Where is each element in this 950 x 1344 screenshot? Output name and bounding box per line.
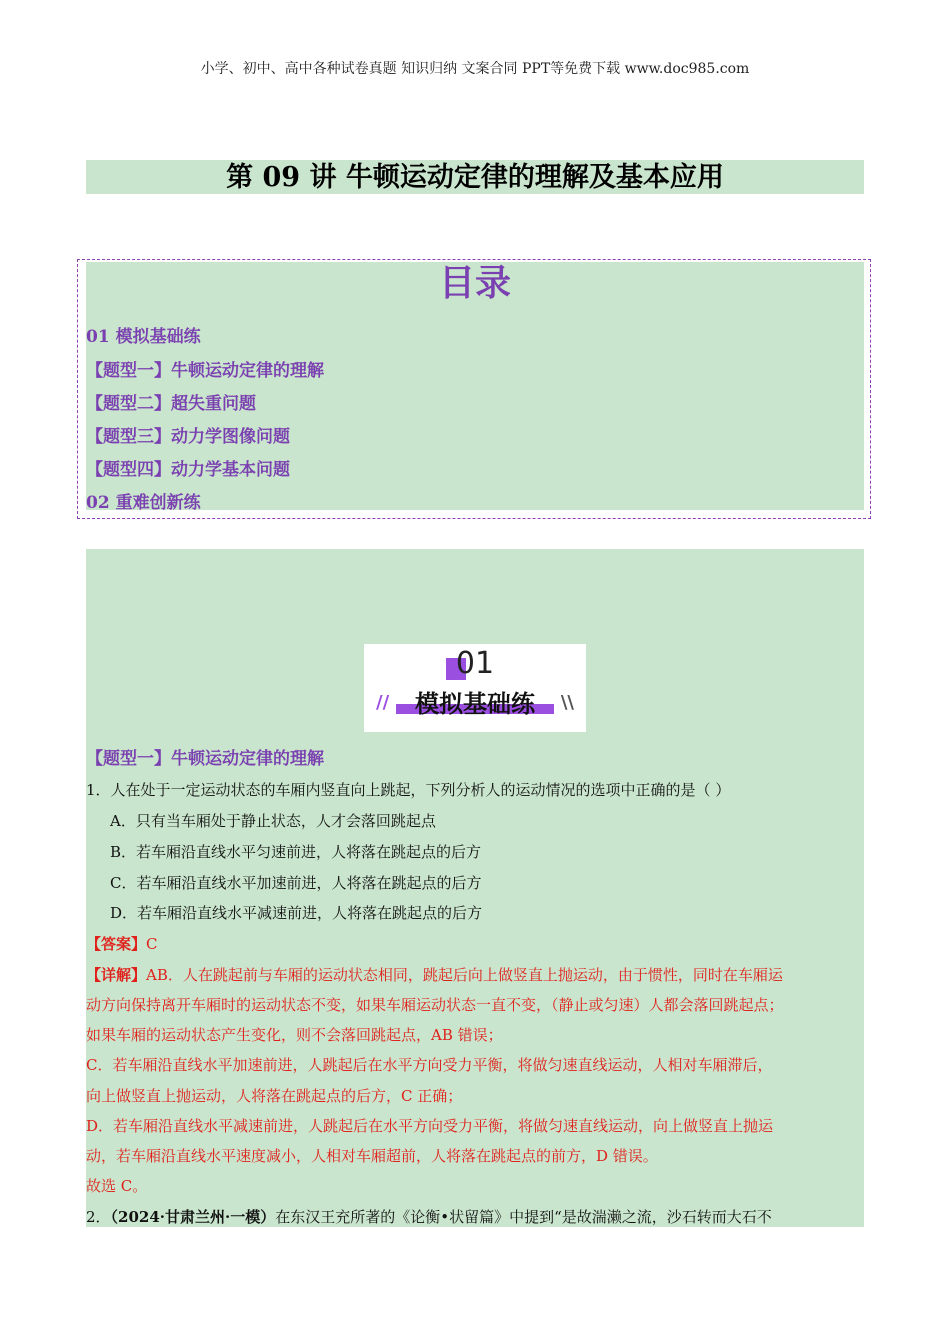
badge-slash-left: //	[376, 692, 390, 713]
badge-number: 01	[455, 646, 495, 681]
detail-line-2: 动方向保持离开车厢时的运动状态不变，如果车厢运动状态一直不变，（静止或匀速）人都会落回跳起点；	[86, 996, 784, 1014]
question-2-text: 在东汉王充所著的《论衡•状留篇》中提到“是故湍濑之流，沙石转而大石不	[275, 1208, 772, 1226]
toc-item-type-1[interactable]: 【题型一】牛顿运动定律的理解	[86, 361, 324, 381]
question-1-option-b: B．若车厢沿直线水平匀速前进，人将落在跳起点的后方	[110, 843, 482, 861]
detail-line-4: C．若车厢沿直线水平加速前进，人跳起后在水平方向受力平衡，将做匀速直线运动，人相对车厢滞后，	[86, 1056, 773, 1074]
detail-line-5: 向上做竖直上抛运动，人将落在跳起点的后方，C 正确；	[86, 1087, 463, 1105]
toc-item-basic-practice[interactable]: 01 模拟基础练	[86, 327, 201, 347]
toc-item-advanced-practice[interactable]: 02 重难创新练	[86, 493, 201, 513]
question-2-stem	[86, 1206, 772, 1227]
detail-line-8: 故选 C。	[86, 1177, 148, 1195]
question-1-option-a: A．只有当车厢处于静止状态，人才会落回跳起点	[110, 812, 436, 830]
question-type-heading: 【题型一】牛顿运动定律的理解	[86, 749, 324, 769]
section-badge	[364, 644, 586, 732]
question-1-stem: 1．人在处于一定运动状态的车厢内竖直向上跳起，下列分析人的运动情况的选项中正确的是（ ）	[86, 781, 731, 799]
toc-item-type-3[interactable]: 【题型三】动力学图像问题	[86, 427, 290, 447]
badge-label: 模拟基础练	[415, 690, 535, 718]
lecture-title: 第 09 讲 牛顿运动定律的理解及基本应用	[86, 160, 864, 194]
detail-line-6: D．若车厢沿直线水平减速前进，人跳起后在水平方向受力平衡，将做匀速直线运动，向上做竖直上抛运	[86, 1117, 774, 1135]
detail-text-1: AB．人在跳起前与车厢的运动状态相同，跳起后向上做竖直上抛运动，由于惯性，同时在车厢运	[146, 966, 783, 984]
answer-value: C	[146, 935, 158, 953]
detail-line-1	[86, 964, 783, 985]
detail-line-3: 如果车厢的运动状态产生变化，则不会落回跳起点，AB 错误；	[86, 1026, 503, 1044]
table-of-contents	[86, 262, 864, 513]
toc-item-type-2[interactable]: 【题型二】超失重问题	[86, 394, 256, 414]
answer-line	[86, 933, 158, 954]
question-1-option-d: D．若车厢沿直线水平减速前进，人将落在跳起点的后方	[110, 904, 483, 922]
toc-heading: 目录	[438, 262, 511, 304]
question-2-number: 2．	[86, 1208, 111, 1226]
question-2-source: （2024·甘肃兰州·一模）	[110, 1208, 276, 1226]
toc-item-type-4[interactable]: 【题型四】动力学基本问题	[86, 460, 290, 480]
detail-line-7: 动，若车厢沿直线水平速度减小，人相对车厢超前，人将落在跳起点的前方，D 错误。	[86, 1147, 658, 1165]
section-background	[86, 549, 864, 919]
question-1-option-c: C．若车厢沿直线水平加速前进，人将落在跳起点的后方	[110, 874, 482, 892]
detail-label: 【详解】	[86, 966, 147, 984]
site-header-text: 小学、初中、高中各种试卷真题 知识归纳 文案合同 PPT等免费下载 www.doc985.com	[200, 61, 750, 77]
badge-slash-right: \\	[560, 692, 574, 713]
answer-label: 【答案】	[86, 935, 147, 953]
